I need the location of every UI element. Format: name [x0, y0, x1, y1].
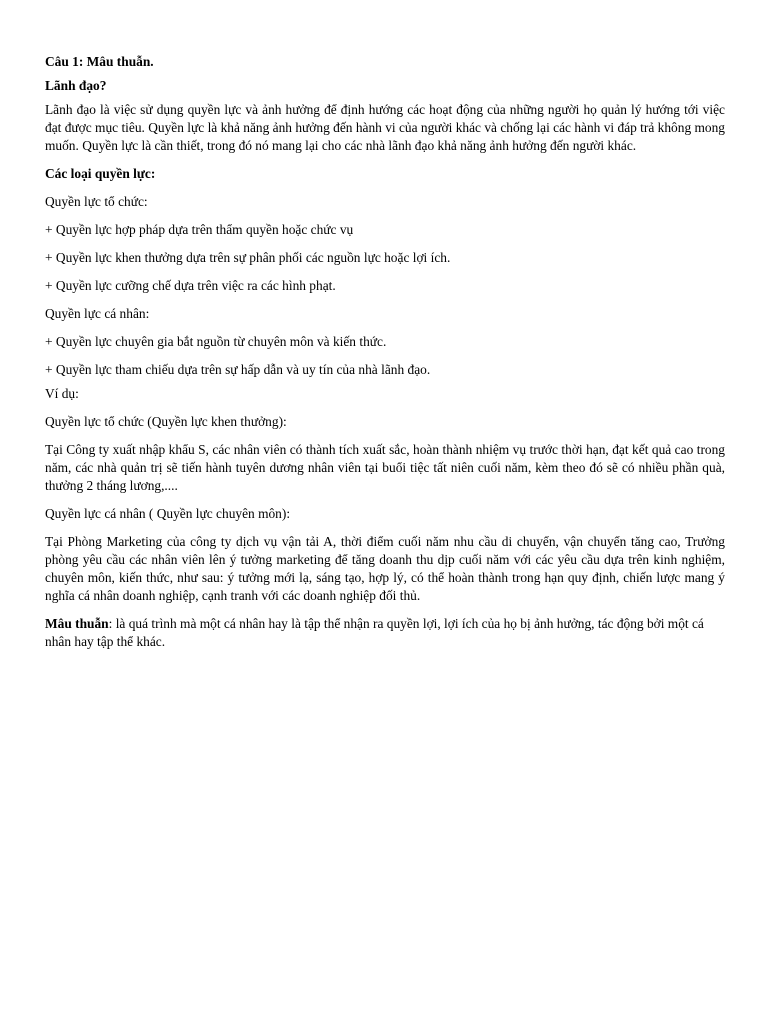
personal-power-item-expert: + Quyền lực chuyên gia bắt nguồn từ chuyên môn và kiến thức.	[45, 334, 387, 349]
document-page	[45, 53, 725, 661]
personal-power-label: Quyền lực cá nhân:	[45, 306, 150, 321]
document-heading: Câu 1: Mâu thuẫn.	[45, 54, 154, 69]
leadership-title: Lãnh đạo?	[45, 78, 107, 93]
power-types-title: Các loại quyền lực:	[45, 166, 156, 181]
org-example-label: Quyền lực tổ chức (Quyền lực khen thưởng):	[45, 414, 287, 429]
org-power-item-reward: + Quyền lực khen thưởng dựa trên sự phân phối các nguồn lực hoặc lợi ích.	[45, 250, 451, 265]
personal-power-item-referent: + Quyền lực tham chiếu dựa trên sự hấp dẫn và uy tín của nhà lãnh đạo.	[45, 362, 431, 377]
org-power-item-coercive: + Quyền lực cưỡng chế dựa trên việc ra các hình phạt.	[45, 278, 336, 293]
personal-example-label: Quyền lực cá nhân ( Quyền lực chuyên môn):	[45, 506, 291, 521]
conflict-definition: : là quá trình mà một cá nhân hay là tập thể nhận ra quyền lợi, lợi ích của họ bị ảnh hưởng, tác động bởi một cá nhân hay tập thể khác.	[45, 616, 704, 649]
org-example-text: Tại Công ty xuất nhập khẩu S, các nhân viên có thành tích xuất sắc, hoàn thành nhiệm vụ trước thời hạn, đạt kết quả cao trong năm, các nhà quản trị sẽ tiến hành tuyên dương nhân viên tại buổi tiệc tất niên cuối năm, kèm theo đó sẽ có nhiều phần quà, thưởng 2 tháng lương,....	[45, 442, 725, 493]
examples-label: Ví dụ:	[45, 386, 79, 401]
leadership-definition: Lãnh đạo là việc sử dụng quyền lực và ảnh hưởng để định hướng các hoạt động của những người họ quản lý hướng tới việc đạt được mục tiêu. Quyền lực là khả năng ảnh hưởng đến hành vi của người khác và chống lại các hành vi đáp trả không mong muốn. Quyền lực là cần thiết, trong đó nó mang lại cho các nhà lãnh đạo khả năng ảnh hưởng đến người khác.	[45, 102, 725, 153]
org-power-label: Quyền lực tổ chức:	[45, 194, 148, 209]
org-power-item-legitimate: + Quyền lực hợp pháp dựa trên thẩm quyền hoặc chức vụ	[45, 222, 354, 237]
conflict-term: Mâu thuẫn	[45, 616, 109, 631]
conflict-paragraph	[45, 615, 725, 651]
personal-example-text: Tại Phòng Marketing của công ty dịch vụ vận tải A, thời điểm cuối năm nhu cầu di chuyển, vận chuyển tăng cao, Trưởng phòng yêu cầu các nhân viên lên ý tưởng marketing để tăng doanh thu dịp cuối năm với các yêu cầu dựa trên kinh nghiệm, chuyên môn, kiến thức, như sau: ý tưởng mới lạ, sáng tạo, hợp lý, có thể hoàn thành trong hạn quy định, chiến lược mang ý nghĩa cá nhân doanh nghiệp, cạnh tranh với các doanh nghiệp đối thủ.	[45, 534, 725, 603]
